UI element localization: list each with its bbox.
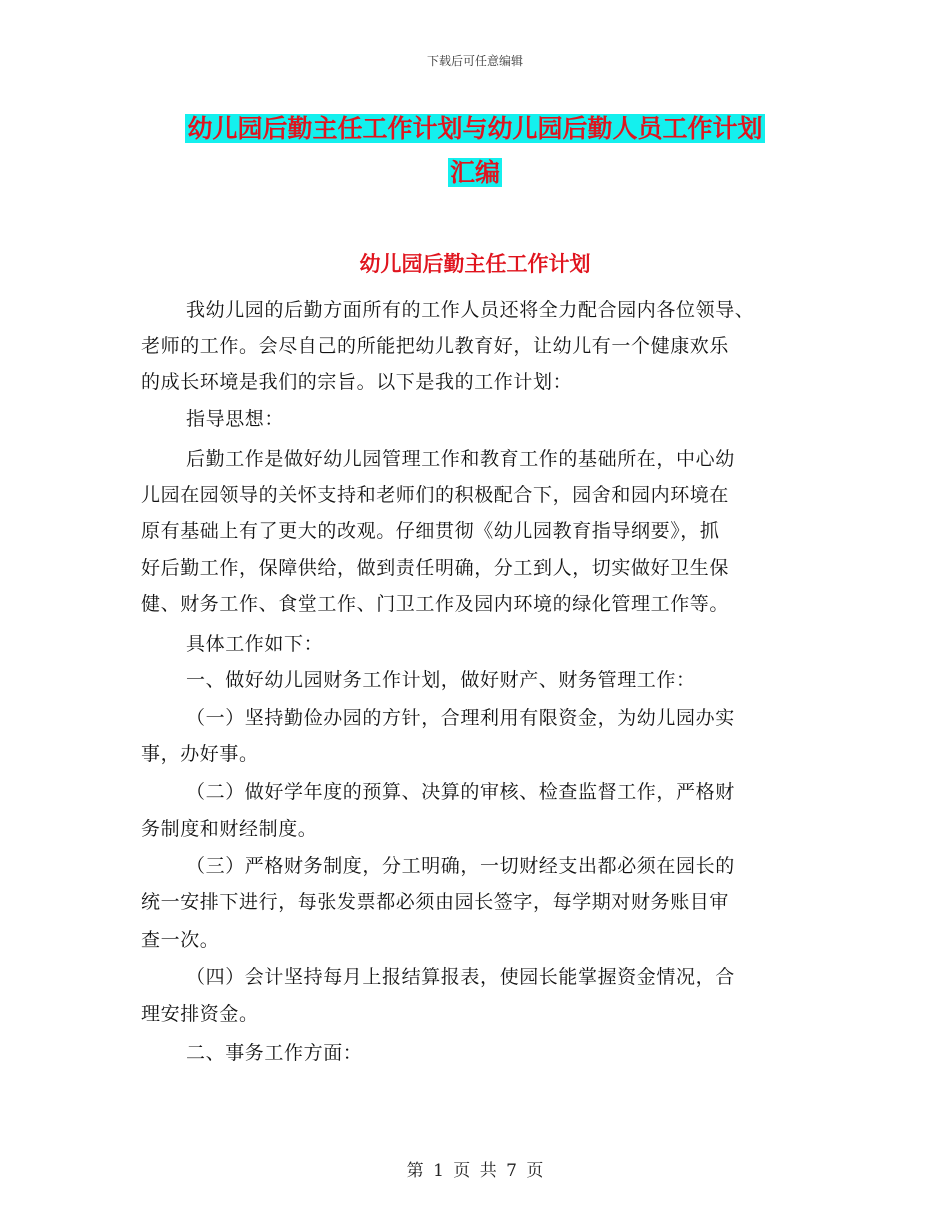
body-line: 理安排资金。: [141, 1003, 259, 1025]
body-line: 好后勤工作，保障供给，做到责任明确，分工到人，切实做好卫生保: [141, 557, 730, 579]
body-line: 一、做好幼儿园财务工作计划，做好财产、财务管理工作：: [186, 669, 696, 691]
section-title: 幼儿园后勤主任工作计划: [359, 252, 591, 276]
body-line: 的成长环境是我们的宗旨。以下是我的工作计划：: [141, 371, 573, 393]
body-line: 后勤工作是做好幼儿园管理工作和教育工作的基础所在，中心幼: [186, 448, 735, 470]
document-title-line-1: [0, 112, 950, 146]
body-line: 统一安排下进行，每张发票都必须由园长签字，每学期对财务账目审: [141, 891, 730, 913]
title-highlight: 汇编: [449, 158, 500, 187]
body-line: （二）做好学年度的预算、决算的审核、检查监督工作，严格财: [186, 781, 735, 803]
body-line: （三）严格财务制度，分工明确，一切财经支出都必须在园长的: [186, 855, 735, 877]
body-line: （四）会计坚持每月上报结算报表，使园长能掌握资金情况，合: [186, 966, 735, 988]
body-line: 老师的工作。会尽自己的所能把幼儿教育好，让幼儿有一个健康欢乐: [141, 335, 730, 357]
body-line: 二、事务工作方面：: [186, 1042, 363, 1064]
title-highlight: 幼儿园后勤主任工作计划与幼儿园后勤人员工作计划: [187, 114, 763, 143]
body-line: 事，办好事。: [141, 743, 259, 765]
body-line: 原有基础上有了更大的改观。仔细贯彻《幼儿园教育指导纲要》，抓: [141, 520, 720, 542]
body-line: （一）坚持勤俭办园的方针，合理利用有限资金，为幼儿园办实: [186, 707, 735, 729]
page-header: 下载后可任意编辑: [426, 54, 523, 68]
body-line: 查一次。: [141, 929, 220, 951]
body-line: 健、财务工作、食堂工作、门卫工作及园内环境的绿化管理工作等。: [141, 593, 730, 615]
body-line: 务制度和财经制度。: [141, 818, 318, 840]
document-title-line-2: [0, 156, 950, 190]
body-line: 儿园在园领导的关怀支持和老师们的积极配合下，园舍和园内环境在: [141, 484, 730, 506]
body-line: 指导思想：: [186, 408, 285, 430]
body-line: 我幼儿园的后勤方面所有的工作人员还将全力配合园内各位领导、: [186, 299, 755, 321]
body-line: 具体工作如下：: [186, 633, 324, 655]
page-footer: 第 1 页 共 7 页: [406, 1161, 544, 1181]
